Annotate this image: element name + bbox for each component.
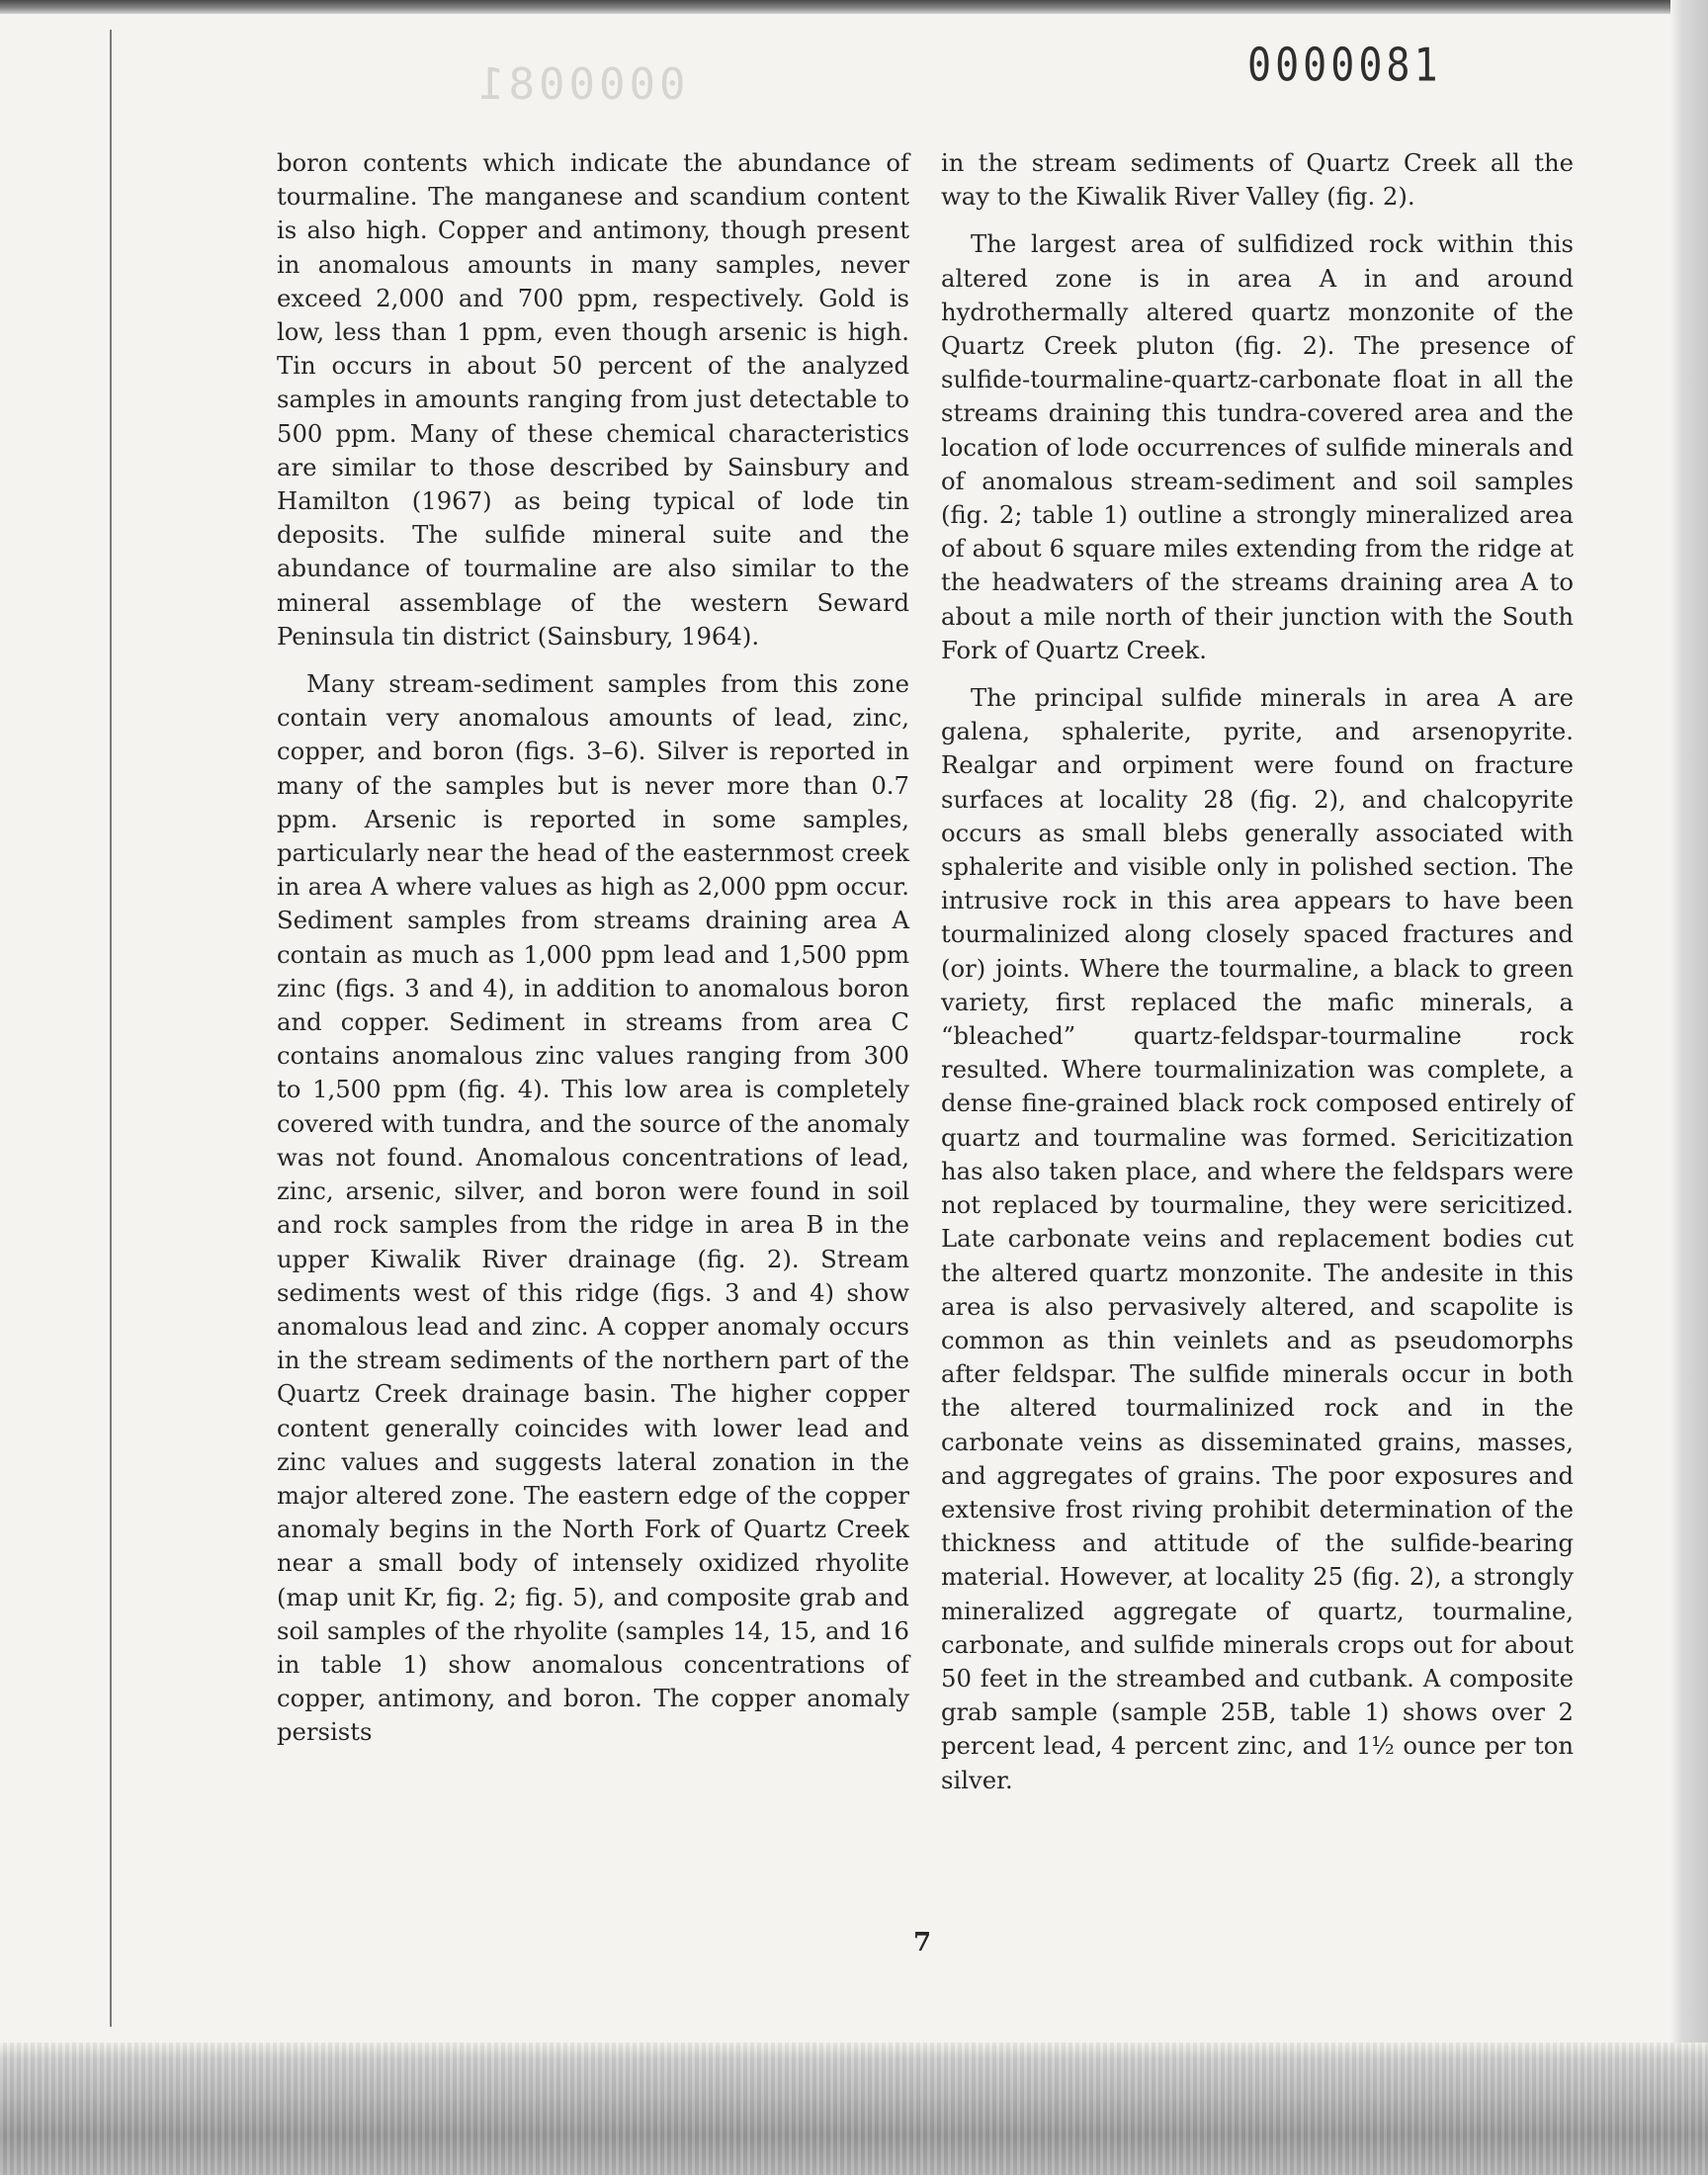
scan-edge-right <box>1670 0 1708 2175</box>
margin-rule <box>110 30 112 2027</box>
left-column <box>277 146 909 1764</box>
scan-edge-bottom <box>0 2043 1708 2175</box>
paragraph: in the stream sediments of Quartz Creek all the way to the Kiwalik River Valley (fig. 2). <box>941 148 1574 212</box>
paragraph: The largest area of sulfidized rock within this altered zone is in area A in and around hydrothermally altered quartz monzonite of the Quartz Creek pluton (fig. 2). The presence of sulfide-tourmaline-quartz-carbonate float in all the streams draining this tundra-covered area and the location of lode occurrences of sulfide minerals and of anomalous stream-sediment and soil samples (fig. 2; table 1) outline a strongly mineralized area of about 6 square miles extending from the ridge at the headwaters of the streams draining area A to about a mile north of their junction with the South Fork of Quartz Creek. <box>941 229 1574 664</box>
paragraph: The principal sulfide minerals in area A are galena, sphalerite, pyrite, and arsenopyrite. Realgar and orpiment were found on fracture surfaces at locality 28 (fig. 2), and chalcopyrite occurs as small blebs generally associated with sphalerite and visible only in polished section. The intrusive rock in this area appears to have been tourmalinized along closely spaced fractures and (or) joints. Where the tourmaline, a black to green variety, first replaced the mafic minerals, a “bleached” quartz-feldspar-tourmaline rock resulted. Where tourmalinization was complete, a dense fine-grained black rock composed entirely of quartz and tourmaline was formed. Sericitization has also taken place, and where the feldspars were not replaced by tourmaline, they were sericitized. Late carbonate veins and replacement bodies cut the altered quartz monzonite. The andesite in this area is also pervasively altered, and scapolite is common as thin veinlets and as pseudomorphs after feldspar. The sulfide minerals occur in both the altered tourmalinized rock and in the carbonate veins as disseminated grains, masses, and aggregates of grains. The poor exposures and extensive frost riving prohibit determination of the thickness and attitude of the sulfide-bearing material. However, at locality 25 (fig. 2), a strongly mineralized aggregate of quartz, tourmaline, carbonate, and sulfide minerals crops out for about 50 feet in the streambed and cutbank. A composite grab sample (sample 25B, table 1) shows over 2 percent lead, 4 percent zinc, and 1½ ounce per ton silver. <box>941 683 1574 1794</box>
serial-number: 0000081 <box>1247 40 1442 92</box>
scan-edge-top <box>0 0 1708 14</box>
paragraph: Many stream-sediment samples from this zone contain very anomalous amounts of lead, zinc, copper, and boron (figs. 3–6). Silver is reported in many of the samples but is never more than 0.7 ppm. Arsenic is reported in some samples, particularly near the head of the easternmost creek in area A where values as high as 2,000 ppm occur. Sediment samples from streams draining area A contain as much as 1,000 ppm lead and 1,500 ppm zinc (figs. 3 and 4), in addition to anomalous boron and copper. Sediment in streams from area C contains anomalous zinc values ranging from 300 to 1,500 ppm (fig. 4). This low area is completely covered with tundra, and the source of the anomaly was not found. Anomalous concentrations of lead, zinc, arsenic, silver, and boron were found in soil and rock samples from the ridge in area B in the upper Kiwalik River drainage (fig. 2). Stream sediments west of this ridge (figs. 3 and 4) show anomalous lead and zinc. A copper anomaly occurs in the stream sediments of the northern part of the Quartz Creek drainage basin. The higher copper content generally coincides with lower lead and zinc values and suggests lateral zonation in the major altered zone. The eastern edge of the copper anomaly begins in the North Fork of Quartz Creek near a small body of intensely oxidized rhyolite (map unit Kr, fig. 2; fig. 5), and composite grab and soil samples of the rhyolite (samples 14, 15, and 16 in table 1) show anomalous concentrations of copper, antimony, and boron. The copper anomaly persists <box>277 669 909 1747</box>
page-number: 7 <box>913 1928 932 1958</box>
bleed-through-serial: 0000081 <box>474 59 686 110</box>
right-column <box>941 146 1574 1811</box>
paragraph: boron contents which indicate the abundance of tourmaline. The manganese and scandium content is also high. Copper and antimony, though present in anomalous amounts in many samples, never exceed 2,000 and 700 ppm, respectively. Gold is low, less than 1 ppm, even though arsenic is high. Tin occurs in about 50 percent of the analyzed samples in amounts ranging from just detectable to 500 ppm. Many of these chemical characteristics are similar to those described by Sainsbury and Hamilton (1967) as being typical of lode tin deposits. The sulfide mineral suite and the abundance of tourmaline are also similar to the mineral assemblage of the western Seward Peninsula tin district (Sainsbury, 1964). <box>277 148 909 651</box>
